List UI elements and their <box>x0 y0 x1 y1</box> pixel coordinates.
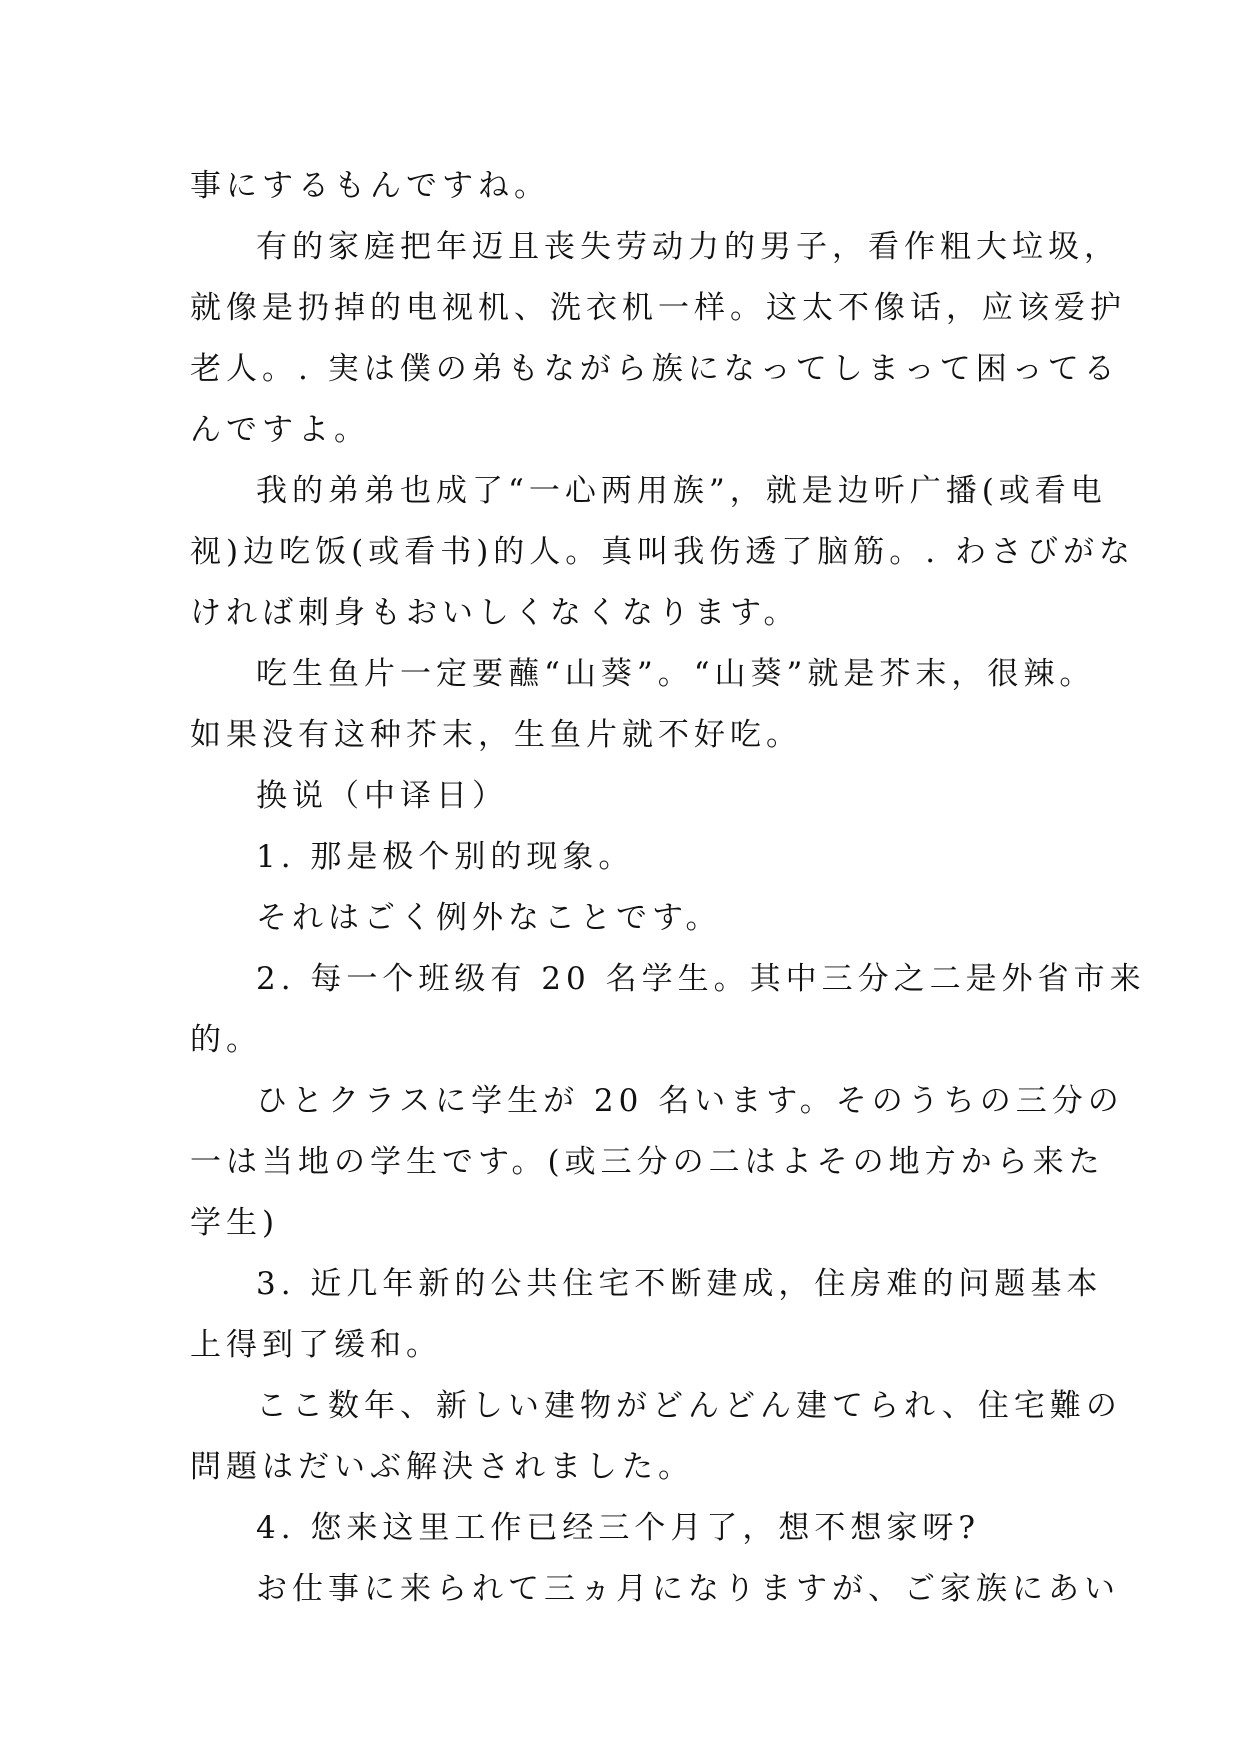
exercise-item: 4. 您来这里工作已经三个月了，想不想家呀? <box>256 1510 981 1546</box>
translation-line: お仕事に来られて三ヵ月になりますが、ご家族にあい <box>256 1571 1120 1607</box>
text-line: 有的家庭把年迈且丧失劳动力的男子，看作粗大垃圾， <box>256 229 1120 265</box>
exercise-item: 3. 近几年新的公共住宅不断建成，住房难的问题基本 <box>256 1266 1103 1302</box>
text-line: ければ刺身もおいしくなくなります。 <box>190 595 800 631</box>
translation-line: ここ数年、新しい建物がどんどん建てられ、住宅難の <box>256 1388 1122 1424</box>
text-line: 的。 <box>190 1022 262 1058</box>
translation-line: 学生) <box>190 1205 280 1241</box>
text-line: 就像是扔掉的电视机、洗衣机一样。这太不像话，应该爱护 <box>190 290 1126 326</box>
translation-line: それはごく例外なことです。 <box>256 900 722 936</box>
text-line: んですよ。 <box>190 412 370 448</box>
translation-line: 問題はだいぶ解決されました。 <box>190 1449 694 1485</box>
exercise-item: 2. 每一个班级有 20 名学生。其中三分之二是外省市来 <box>256 961 1146 997</box>
translation-line: ひとクラスに学生が 20 名います。そのうちの三分の <box>256 1083 1124 1119</box>
text-line: 视)边吃饭(或看书)的人。真叫我伤透了脑筋。. わさびがな <box>190 534 1135 570</box>
text-line: 如果没有这种芥末，生鱼片就不好吃。 <box>190 717 802 753</box>
text-line: 事にするもんですね。 <box>190 168 550 204</box>
section-heading: 换说（中译日） <box>256 778 508 814</box>
text-line: 吃生鱼片一定要蘸“山葵”。“山葵”就是芥末，很辣。 <box>256 656 1096 692</box>
document-body <box>190 156 1146 1620</box>
text-line: 上得到了缓和。 <box>190 1327 442 1363</box>
translation-line: 一は当地の学生です。(或三分の二はよその地方から来た <box>190 1144 1105 1180</box>
text-line: 老人。. 実は僕の弟もながら族になってしまって困ってる <box>190 351 1120 387</box>
text-line: 我的弟弟也成了“一心两用族”，就是边听广播(或看电 <box>256 473 1107 509</box>
exercise-item: 1. 那是极个别的现象。 <box>256 839 635 875</box>
